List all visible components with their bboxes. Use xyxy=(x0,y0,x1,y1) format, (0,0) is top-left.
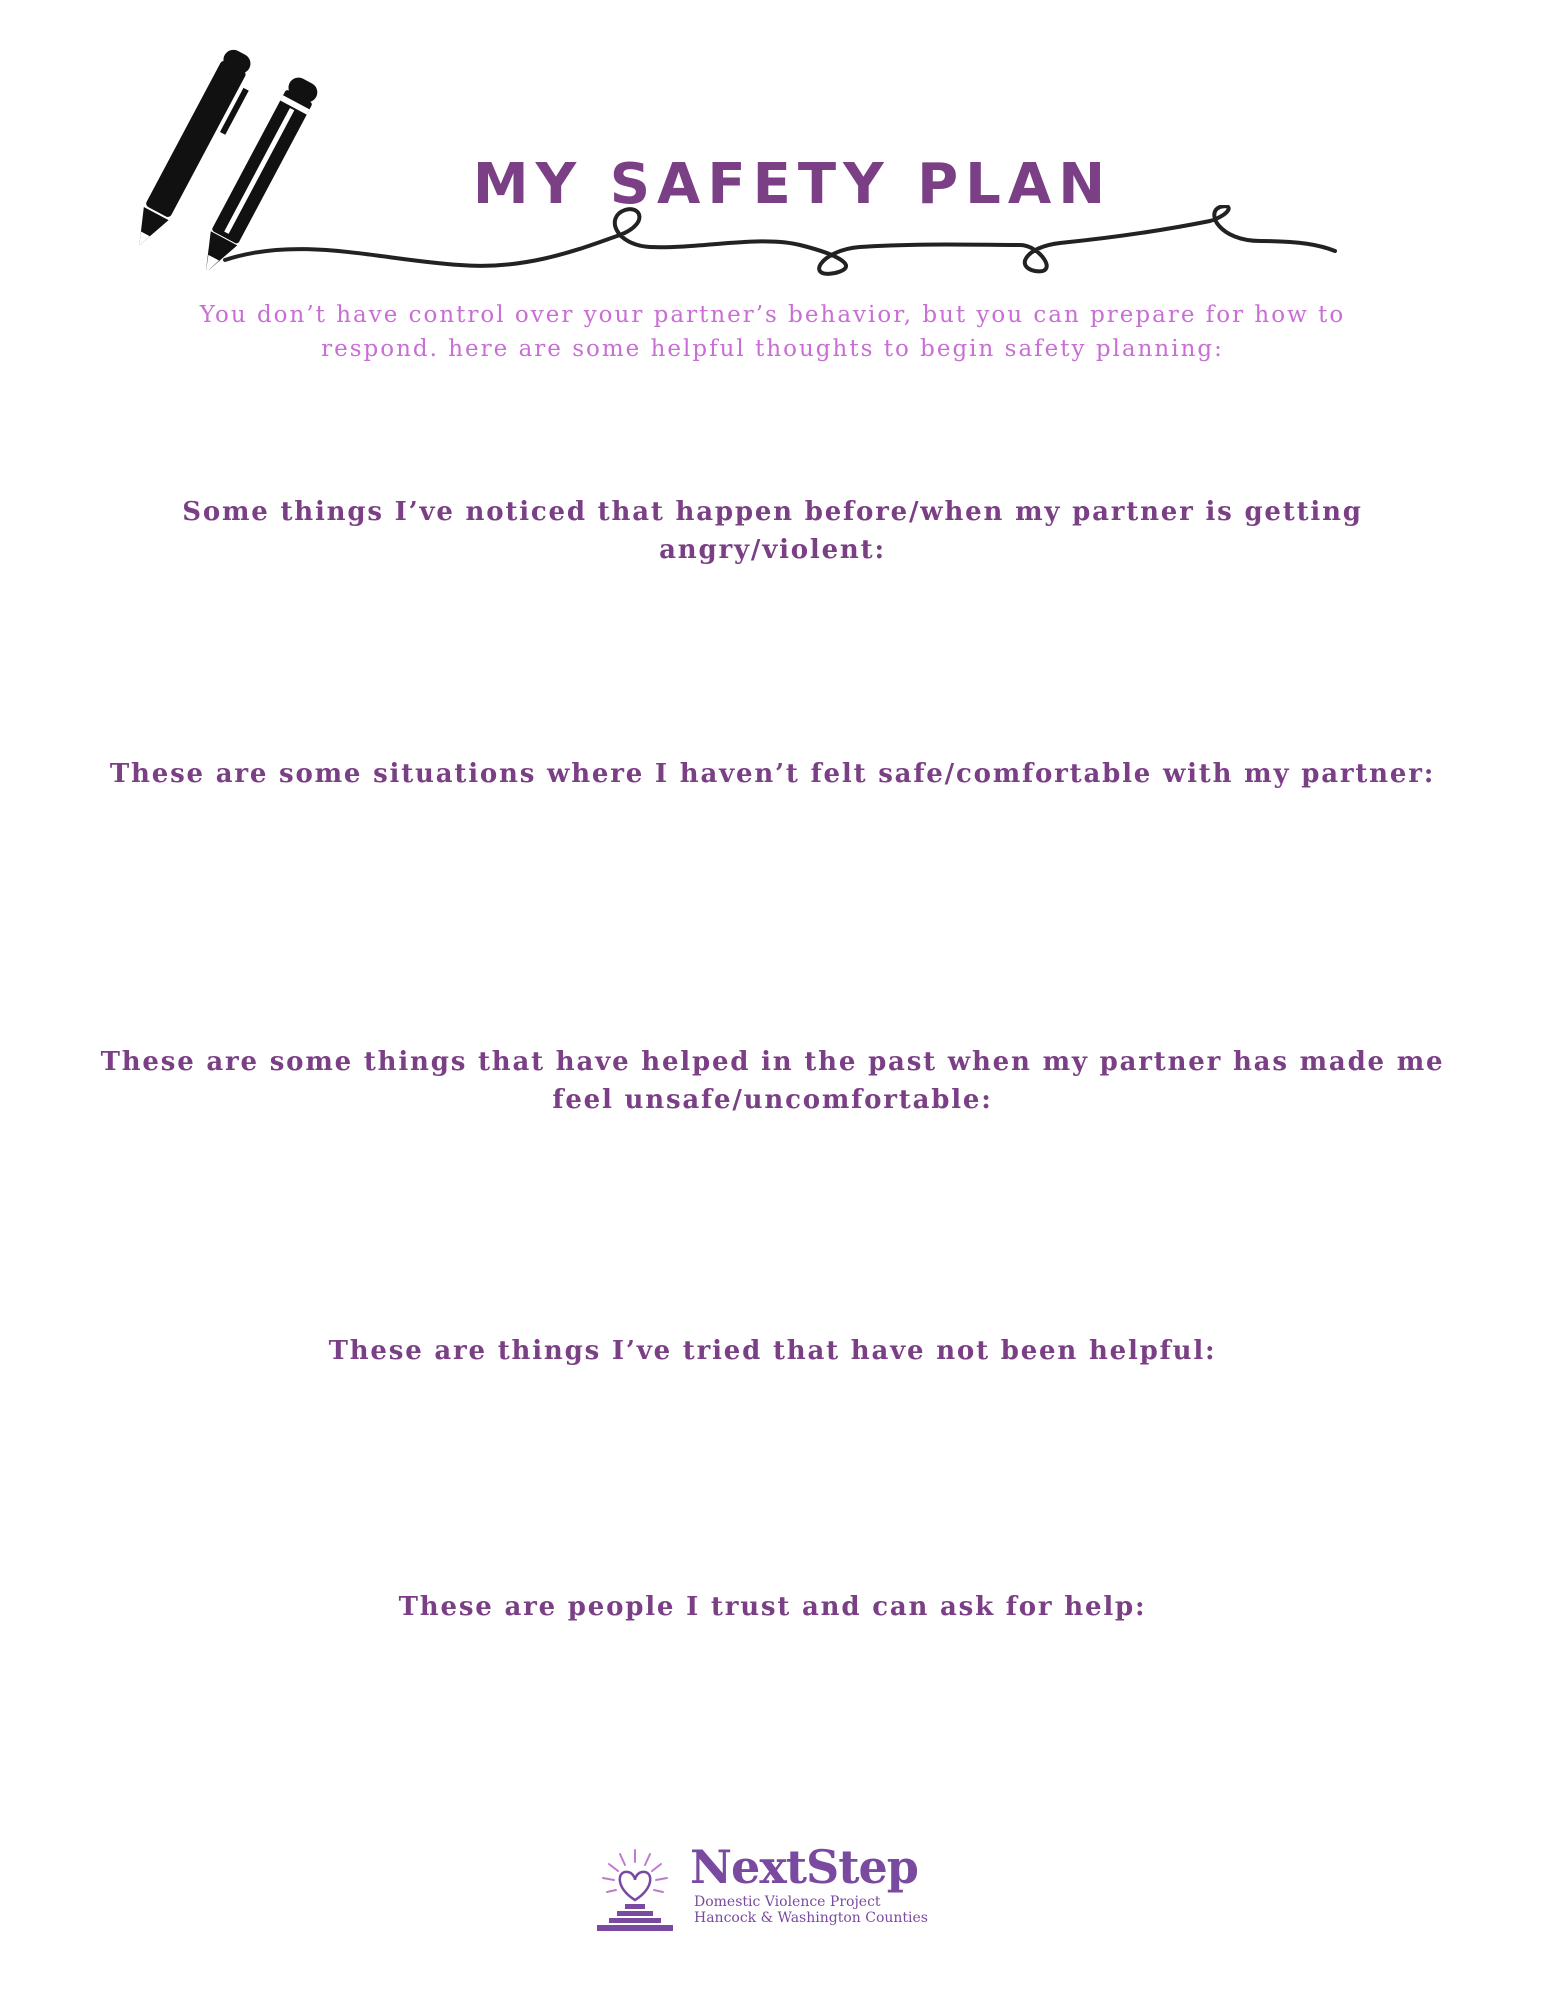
nextstep-logo xyxy=(585,1840,928,1940)
prompt-unsafe-situations: These are some situations where I haven’t felt safe/comfortable with my partner: xyxy=(109,759,1436,789)
logo-subtitle-2: Hancock & Washington Counties xyxy=(694,1910,928,1926)
logo-subtitle-1: Domestic Violence Project xyxy=(694,1894,881,1910)
prompt-trusted-people: These are people I trust and can ask for help: xyxy=(398,1592,1147,1622)
page-title: MY SAFETY PLAN xyxy=(472,152,1113,217)
intro-text: You don’t have control over your partner’s behavior, but you can prepare for how to respond. here are some helpful thoughts to begin safety planning: xyxy=(199,302,1346,362)
heart-sunburst-steps-icon xyxy=(585,1840,685,1940)
logo-name: NextStep xyxy=(690,1840,918,1894)
swirl-divider xyxy=(220,205,1340,285)
prompt-warning-signs: Some things I’ve noticed that happen before/when my partner is getting angry/violent: xyxy=(182,497,1363,565)
prompt-helpful-actions: These are some things that have helped in the past when my partner has made me feel unsafe/uncomfortable: xyxy=(100,1047,1445,1115)
prompt-unhelpful-actions: These are things I’ve tried that have not been helpful: xyxy=(328,1336,1217,1366)
